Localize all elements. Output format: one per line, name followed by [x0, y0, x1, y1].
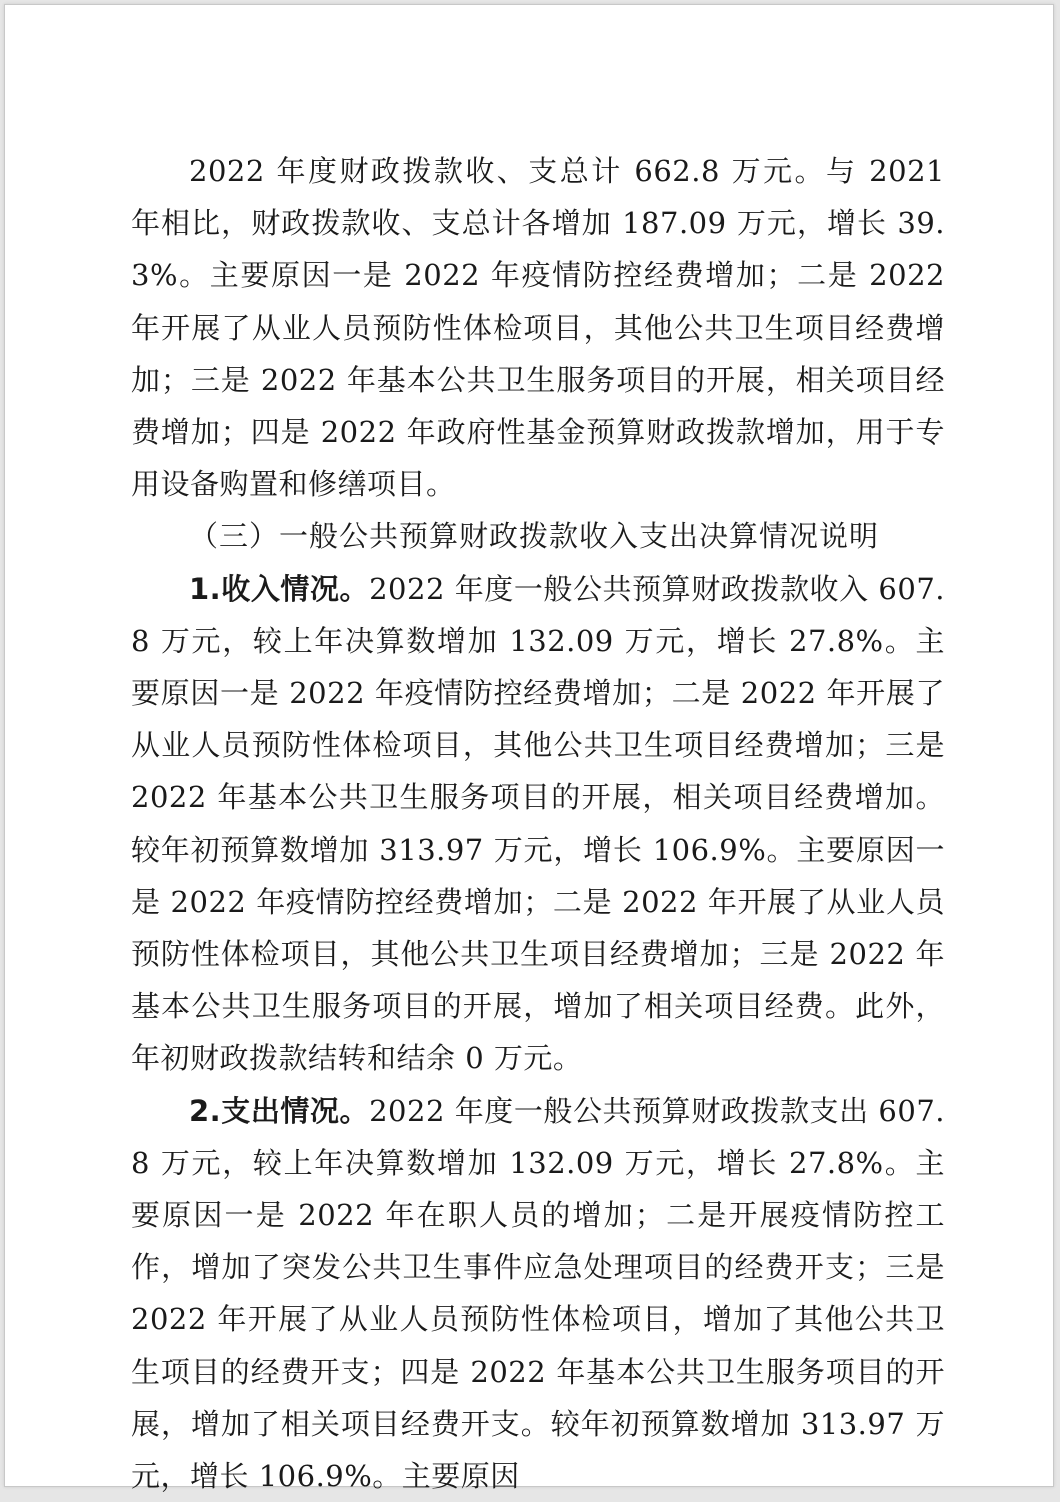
expenditure-text: 2022 年度一般公共预算财政拨款支出 607.8 万元，较上年决算数增加 132.09 万元，增长 27.8%。主要原因一是 2022 年在职人员的增加；二是开展疫情防控工作，增加了突发公共卫生事件应急处理项目的经费开支；三是 2022 年开展了从业人员预防性体检项目，增加了其他公共卫生项目的经费开支；四是 2022 年基本公共卫生服务项目的开展，增加了相关项目经费开支。较年初预算数增加 313.97 万元，增长 106.9%。主要原因	[131, 1093, 945, 1494]
section-heading: （三）一般公共预算财政拨款收入支出决算情况说明	[189, 519, 880, 554]
paragraph-income	[131, 563, 945, 1085]
paragraph-fiscal-total: 2022 年度财政拨款收、支总计 662.8 万元。与 2021 年相比，财政拨款收、支总计各增加 187.09 万元，增长 39.3%。主要原因一是 2022 年疫情防控经费增加；二是 2022 年开展了从业人员预防性体检项目，其他公共卫生项目经费增加；三是 2022 年基本公共卫生服务项目的开展，相关项目经费增加；四是 2022 年政府性基金预算财政拨款增加，用于专用设备购置和修缮项目。	[131, 154, 945, 502]
income-text: 2022 年度一般公共预算财政拨款收入 607.8 万元，较上年决算数增加 132.09 万元，增长 27.8%。主要原因一是 2022 年疫情防控经费增加；二是 2022 年开展了从业人员预防性体检项目，其他公共卫生项目经费增加；三是 2022 年基本公共卫生服务项目的开展，相关项目经费增加。较年初预算数增加 313.97 万元，增长 106.9%。主要原因一是 2022 年疫情防控经费增加；二是 2022 年开展了从业人员预防性体检项目，其他公共卫生项目经费增加；三是 2022 年基本公共卫生服务项目的开展，增加了相关项目经费。此外，年初财政拨款结转和结余 0 万元。	[131, 571, 945, 1076]
document-page	[4, 4, 1054, 1494]
income-lead: 1.收入情况。	[189, 571, 370, 606]
document-body	[131, 145, 945, 1502]
expenditure-lead: 2.支出情况。	[189, 1093, 370, 1128]
paragraph-expenditure	[131, 1085, 945, 1502]
